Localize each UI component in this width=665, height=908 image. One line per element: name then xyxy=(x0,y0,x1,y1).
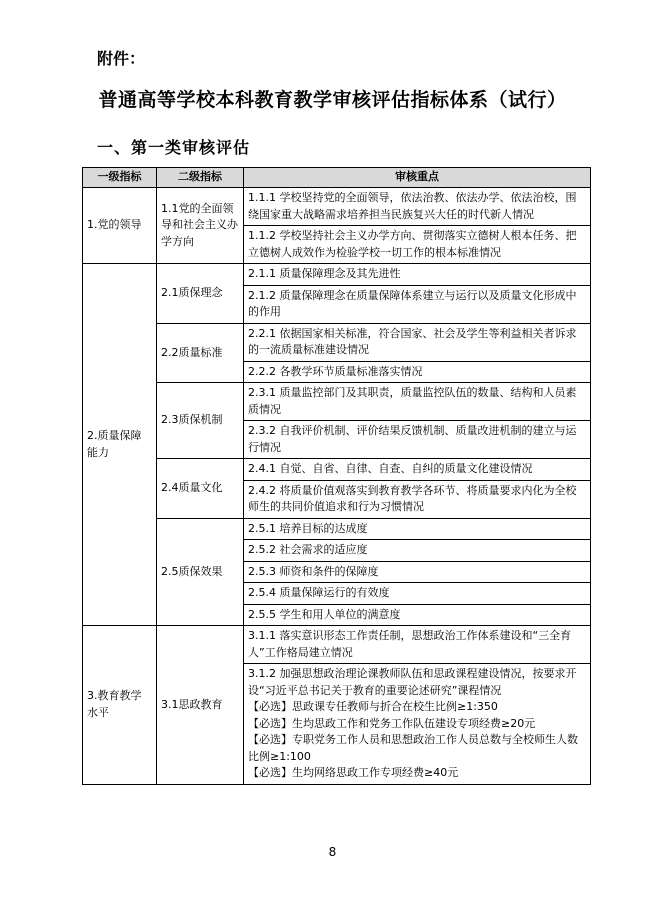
mandatory-item: 【必选】生均网络思政工作专项经费≥40元 xyxy=(248,766,459,779)
table-row xyxy=(83,518,591,540)
table-row xyxy=(83,188,591,226)
key-point-cell: 2.2.1 依据国家相关标准，符合国家、社会及学生等利益相关者诉求的一流质量标准建设情况 xyxy=(244,323,591,361)
level2-cell: 2.2质量标准 xyxy=(157,323,244,383)
key-point-cell: 2.1.2 质量保障理念在质量保障体系建立与运行以及质量文化形成中的作用 xyxy=(244,285,591,323)
page-number: 8 xyxy=(328,845,337,859)
key-point-text: 3.1.2 加强思想政治理论课教师队伍和思政课程建设情况，按要求开设“习近平总书记关于教育的重要论述研究”课程情况 xyxy=(248,667,577,697)
key-point-cell xyxy=(244,664,591,785)
header-level1: 一级指标 xyxy=(83,168,157,188)
level2-cell: 2.1质保理念 xyxy=(157,264,244,324)
document-title: 普通高等学校本科教育教学审核评估指标体系（试行） xyxy=(98,89,567,111)
header-level2: 二级指标 xyxy=(157,168,244,188)
table-row xyxy=(83,459,591,481)
key-point-cell: 3.1.1 落实意识形态工作责任制，思想政治工作体系建设和“三全育人”工作格局建立情况 xyxy=(244,626,591,664)
level2-cell: 1.1党的全面领导和社会主义办学方向 xyxy=(157,188,244,264)
attachment-label: 附件： xyxy=(97,49,146,68)
mandatory-item: 【必选】生均思政工作和党务工作队伍建设专项经费≥20元 xyxy=(248,716,536,730)
table-row xyxy=(83,383,591,421)
key-point-cell: 2.4.2 将质量价值观落实到教育教学各环节、将质量要求内化为全校师生的共同价值追求和行为习惯情况 xyxy=(244,480,591,518)
key-point-cell: 2.5.3 师资和条件的保障度 xyxy=(244,561,591,583)
key-point-cell: 1.1.2 学校坚持社会主义办学方向、贯彻落实立德树人根本任务、把立德树人成效作为检验学校一切工作的根本标准情况 xyxy=(244,226,591,264)
level2-cell: 2.3质保机制 xyxy=(157,383,244,459)
key-point-cell: 2.5.5 学生和用人单位的满意度 xyxy=(244,604,591,626)
table-row xyxy=(83,323,591,361)
table-row xyxy=(83,264,591,286)
key-point-cell: 2.5.2 社会需求的适应度 xyxy=(244,540,591,562)
mandatory-item: 【必选】专职党务工作人员和思想政治工作人员总数与全校师生人数比例≥1:100 xyxy=(248,733,578,763)
key-point-cell: 1.1.1 学校坚持党的全面领导，依法治教、依法办学、依法治校，围绕国家重大战略需求培养担当民族复兴大任的时代新人情况 xyxy=(244,188,591,226)
section-heading: 一、第一类审核评估 xyxy=(97,138,251,157)
level2-cell: 2.5质保效果 xyxy=(157,518,244,626)
level1-cell: 3.教育教学水平 xyxy=(83,626,157,785)
level1-cell: 1.党的领导 xyxy=(83,188,157,264)
table-header-row xyxy=(83,168,591,188)
level2-cell: 2.4质量文化 xyxy=(157,459,244,519)
header-key-points: 审核重点 xyxy=(244,168,591,188)
key-point-cell: 2.5.4 质量保障运行的有效度 xyxy=(244,583,591,605)
level1-cell: 2.质量保障能力 xyxy=(83,264,157,626)
key-point-cell: 2.5.1 培养目标的达成度 xyxy=(244,518,591,540)
table-row xyxy=(83,626,591,664)
level2-cell: 3.1思政教育 xyxy=(157,626,244,785)
key-point-cell: 2.3.1 质量监控部门及其职责，质量监控队伍的数量、结构和人员素质情况 xyxy=(244,383,591,421)
key-point-cell: 2.4.1 自觉、自省、自律、自查、自纠的质量文化建设情况 xyxy=(244,459,591,481)
mandatory-item: 【必选】思政课专任教师与折合在校生比例≥1:350 xyxy=(248,700,498,713)
key-point-cell: 2.2.2 各教学环节质量标准落实情况 xyxy=(244,361,591,383)
key-point-cell: 2.3.2 自我评价机制、评价结果反馈机制、质量改进机制的建立与运行情况 xyxy=(244,421,591,459)
key-point-cell: 2.1.1 质量保障理念及其先进性 xyxy=(244,264,591,286)
indicator-table xyxy=(82,167,591,785)
